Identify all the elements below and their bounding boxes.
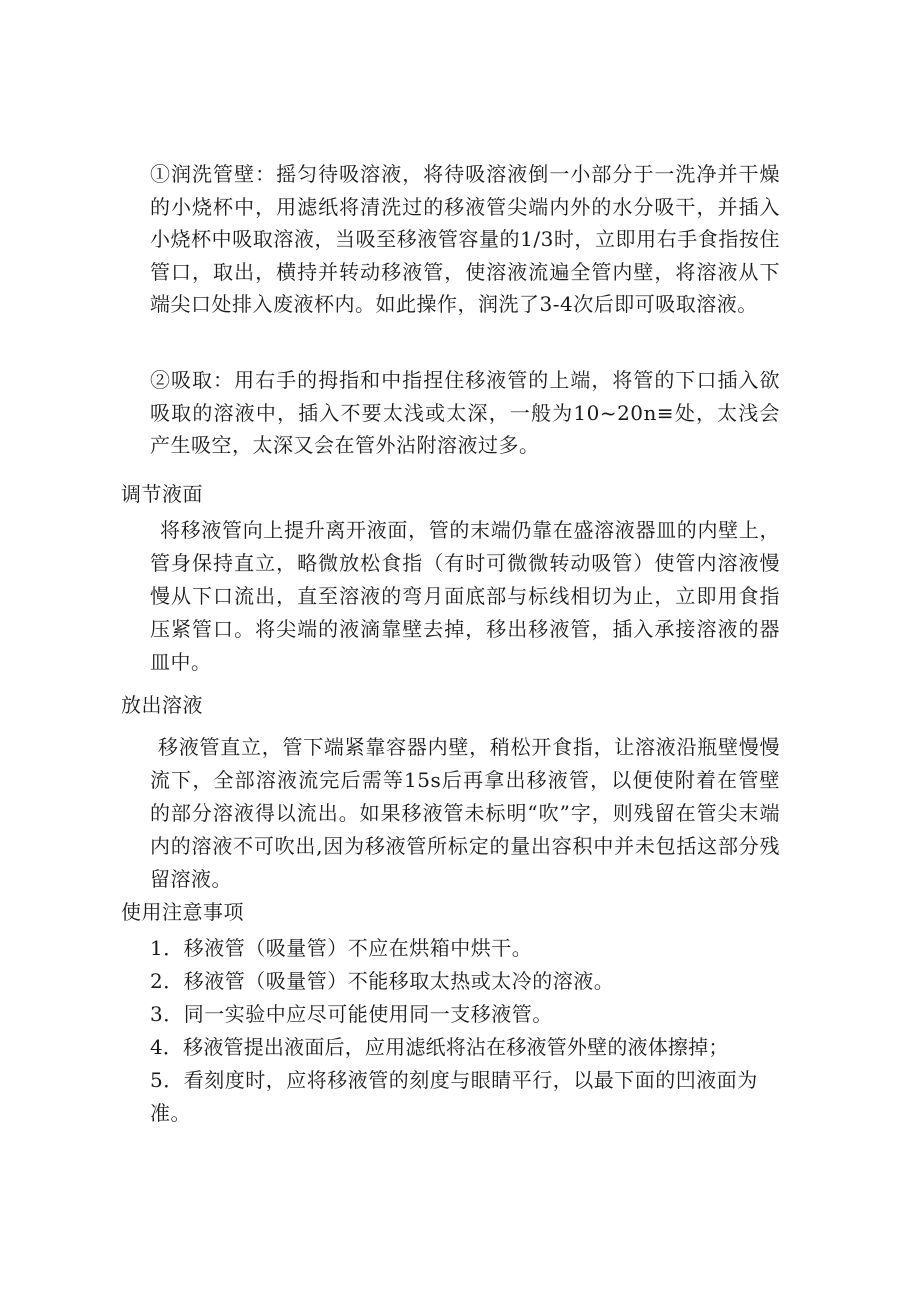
draw-paragraph: ②吸取：用右手的拇指和中指捏住移液管的上端，将管的下口插入欲吸取的溶液中，插入不要太浅或太深，一般为10~20n≡处，太浅会产生吸空，太深又会在管外沾附溶液过多。 xyxy=(150,368,780,457)
list-item: 2．移液管（吸量管）不能移取太热或太冷的溶液。 xyxy=(150,969,615,993)
notes-list xyxy=(150,932,790,1130)
list-item: 5．看刻度时，应将移液管的刻度与眼睛平行，以最下面的凹液面为准。 xyxy=(150,1068,758,1125)
adjust-heading: 调节液面 xyxy=(121,482,203,506)
list-item: 4．移液管提出液面后，应用滤纸将沾在移液管外壁的液体擦掉； xyxy=(150,1035,729,1059)
rinse-paragraph: ①润洗管壁：摇匀待吸溶液，将待吸溶液倒一小部分于一洗净并干燥的小烧杯中，用滤纸将清洗过的移液管尖端内外的水分吸干，并插入小烧杯中吸取溶液，当吸至移液管容量的1/3时，立即用右手食指按住管口，取出，横持并转动移液管，使溶液流遍全管内壁，将溶液从下端尖口处排入废液杯内。如此操作，润洗了3-4次后即可吸取溶液。 xyxy=(150,162,780,316)
notes-heading: 使用注意事项 xyxy=(121,900,244,924)
list-item: 3．同一实验中应尽可能使用同一支移液管。 xyxy=(150,1002,553,1026)
release-heading: 放出溶液 xyxy=(121,693,203,717)
list-item: 1．移液管（吸量管）不应在烘箱中烘干。 xyxy=(150,936,533,960)
adjust-paragraph: 将移液管向上提升离开液面，管的末端仍靠在盛溶液器皿的内壁上，管身保持直立，略微放松食指（有时可微微转动吸管）使管内溶液慢慢从下口流出，直至溶液的弯月面底部与标线相切为止，立即用食指压紧管口。将尖端的液滴靠壁去掉，移出移液管，插入承接溶液的器皿中。 xyxy=(150,518,780,674)
release-paragraph: 移液管直立，管下端紧靠容器内壁，稍松开食指，让溶液沿瓶壁慢慢流下，全部溶液流完后需等15s后再拿出移液管，以便使附着在管壁的部分溶液得以流出。如果移液管未标明“吹”字，则残留在管尖末端内的溶液不可吹出,因为移液管所标定的量出容积中并未包括这部分残留溶液。 xyxy=(150,735,780,891)
